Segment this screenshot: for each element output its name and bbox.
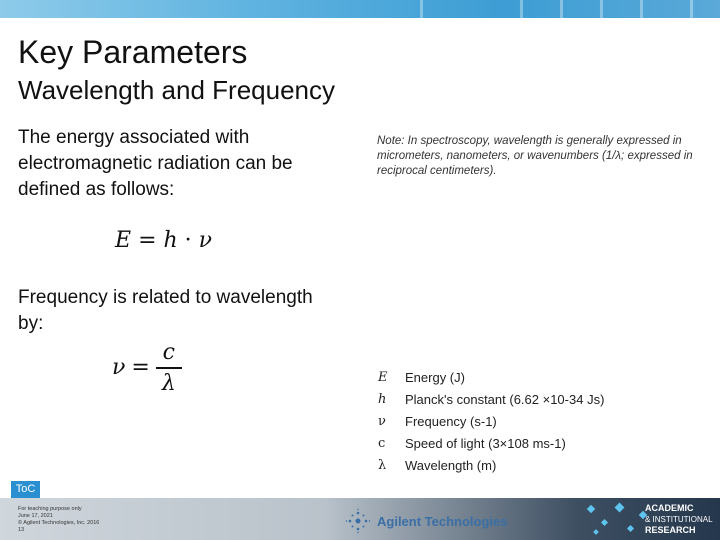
legend-text: Planck's constant (6.62 ×10-34 Js)	[405, 391, 605, 407]
header-band	[0, 0, 720, 18]
note-text: Note: In spectroscopy, wavelength is generally expressed in micrometers, nanometers, or wavenumbers (1/λ; expressed in reciprocal centimeters).	[377, 135, 693, 177]
slide-title: Key Parameters	[18, 34, 248, 70]
legend-text: Energy (J)	[405, 369, 465, 385]
brand-name: Agilent Technologies	[377, 513, 508, 529]
legend-row	[378, 366, 708, 388]
energy-equation	[115, 228, 212, 253]
eq2-lhs: ν	[112, 355, 126, 381]
legend-symbol: c	[378, 435, 386, 451]
legend-text: Speed of light (3×108 ms-1)	[405, 435, 566, 451]
eq2-fraction	[156, 340, 182, 396]
eq2-numerator: c	[162, 340, 175, 365]
intro-text: The energy associated with electromagnetic radiation can be defined as follows:	[18, 127, 293, 200]
eq1-dot: ·	[184, 228, 192, 253]
legend-row	[378, 454, 708, 476]
legend-symbol: λ	[378, 457, 387, 473]
legend-row	[378, 432, 708, 454]
fine-line: © Agilent Technologies, Inc. 2016	[18, 520, 100, 526]
academic-line: RESEARCH	[645, 525, 696, 535]
eq2-equals: =	[131, 355, 150, 381]
toc-button[interactable]: ToC	[11, 481, 40, 498]
frequency-equation	[112, 340, 182, 396]
eq1-equals: =	[138, 228, 157, 253]
footer-fine-print	[18, 506, 99, 534]
legend-symbol: ν	[378, 413, 386, 429]
page-number: 13	[18, 527, 25, 533]
eq2-denominator: λ	[161, 370, 176, 396]
fraction-bar	[156, 367, 182, 369]
eq1-nu: ν	[198, 228, 213, 253]
legend-symbol: h	[378, 391, 387, 407]
symbol-legend	[378, 366, 708, 476]
academic-research-logo	[645, 503, 713, 536]
fine-line: June 17, 2021	[18, 513, 53, 519]
legend-row	[378, 410, 708, 432]
fine-line: For teaching purpose only	[18, 506, 82, 512]
spark-icon	[345, 508, 371, 534]
legend-text: Wavelength (m)	[405, 457, 497, 473]
frequency-text: Frequency is related to wavelength by:	[18, 287, 313, 334]
academic-line: ACADEMIC	[645, 503, 694, 513]
eq1-lhs: E	[115, 228, 132, 253]
slide-subtitle: Wavelength and Frequency	[18, 75, 336, 105]
legend-symbol: E	[378, 369, 388, 385]
academic-line: & INSTITUTIONAL	[645, 515, 713, 524]
legend-text: Frequency (s-1)	[405, 413, 497, 429]
agilent-logo	[345, 508, 508, 534]
legend-row	[378, 388, 708, 410]
eq1-h: h	[163, 228, 178, 253]
